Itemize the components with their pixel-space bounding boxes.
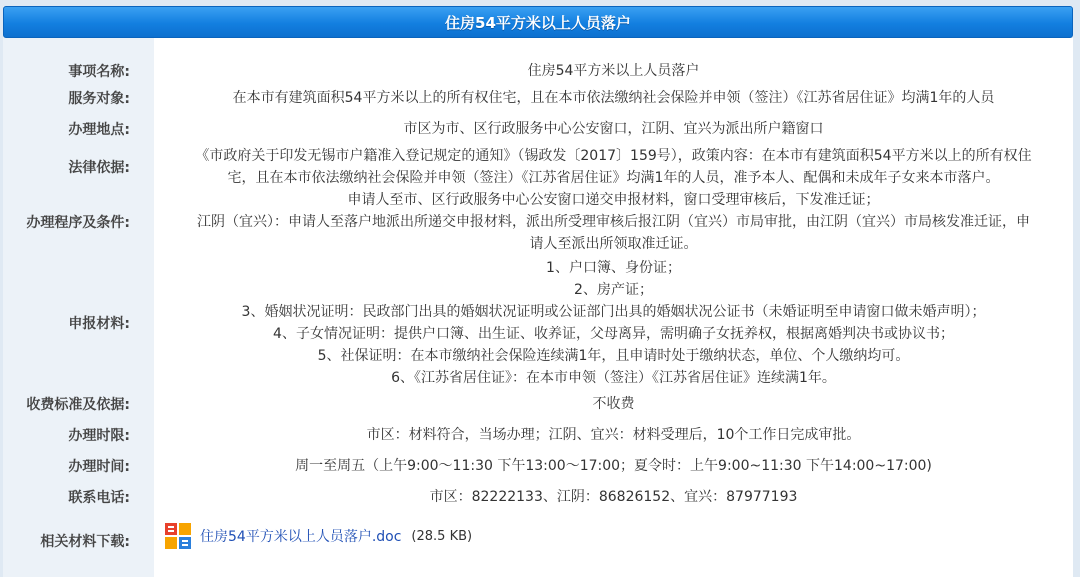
material-item: 3、婚姻状况证明：民政部门出具的婚姻状况证明或公证部门出具的婚姻状况公证书（未婚证明至申请窗口做未婚声明）； bbox=[241, 304, 986, 320]
procedure-line-1: 申请人至市、区行政服务中心公安窗口递交申报材料，窗口受理审核后，下发准迁证； bbox=[347, 192, 880, 208]
row-time-limit bbox=[0, 423, 1080, 447]
row-phone bbox=[0, 485, 1080, 509]
item-name-label: 事项名称: bbox=[68, 64, 130, 80]
time-limit-value: 市区：材料符合，当场办理；江阴、宜兴：材料受理后，10个工作日完成审批。 bbox=[366, 427, 861, 443]
hours-label: 办理时间: bbox=[68, 459, 130, 475]
material-item: 6、《江苏省居住证》：在本市申领（签注）《江苏省居住证》连续满1年。 bbox=[391, 370, 836, 386]
hours-value: 周一至周五（上午9:00～11:30 下午13:00～17:00；夏令时：上午9:00~11:30 下午14:00~17:00) bbox=[295, 458, 932, 474]
legal-line-1: 《市政府关于印发无锡市户籍准入登记规定的通知》（锡政发〔2017〕159号），政策内容：在本市有建筑面积54平方米以上的所有权住 bbox=[195, 148, 1032, 164]
download-file-size: (28.5 KB) bbox=[411, 529, 473, 544]
materials-label: 申报材料: bbox=[68, 316, 130, 332]
row-location bbox=[0, 117, 1080, 141]
page-title-text: 住房54平方米以上人员落户 bbox=[445, 13, 631, 32]
row-materials bbox=[0, 256, 1080, 390]
target-label: 服务对象: bbox=[68, 91, 130, 107]
row-download bbox=[0, 518, 1080, 564]
time-limit-label: 办理时限: bbox=[68, 428, 130, 444]
material-item: 5、社保证明：在本市缴纳社会保险连续满1年，且申请时处于缴纳状态，单位、个人缴纳均可。 bbox=[317, 348, 910, 364]
row-hours bbox=[0, 454, 1080, 478]
download-entry bbox=[164, 522, 472, 552]
target-value: 在本市有建筑面积54平方米以上的所有权住宅，且在本市依法缴纳社会保险并申领（签注）《江苏省居住证》均满1年的人员 bbox=[232, 90, 995, 106]
row-target bbox=[0, 86, 1080, 110]
phone-value: 市区：82222133、江阴：86826152、宜兴：87977193 bbox=[429, 489, 798, 505]
download-file-link[interactable]: 住房54平方米以上人员落户.doc bbox=[200, 529, 402, 545]
office-document-icon[interactable] bbox=[164, 522, 194, 552]
procedure-line-3: 请人至派出所领取准迁证。 bbox=[529, 236, 698, 252]
material-item: 2、房产证； bbox=[574, 282, 653, 298]
row-fee bbox=[0, 392, 1080, 416]
fee-value: 不收费 bbox=[592, 396, 635, 412]
phone-label: 联系电话: bbox=[68, 490, 130, 506]
download-label: 相关材料下载: bbox=[40, 534, 130, 550]
legal-label: 法律依据: bbox=[68, 160, 130, 176]
procedure-line-2: 江阴（宜兴）：申请人至落户地派出所递交申报材料，派出所受理审核后报江阴（宜兴）市局审批，由江阴（宜兴）市局核发准迁证，申 bbox=[197, 214, 1030, 230]
procedure-label: 办理程序及条件: bbox=[26, 215, 130, 231]
legal-line-2: 宅，且在本市依法缴纳社会保险并申领（签注）《江苏省居住证》均满1年的人员，准予本人、配偶和未成年子女来本市落户。 bbox=[227, 170, 1000, 186]
location-label: 办理地点: bbox=[68, 122, 130, 138]
item-name-value: 住房54平方米以上人员落户 bbox=[527, 63, 700, 79]
fee-label: 收费标准及依据: bbox=[26, 397, 130, 413]
row-procedure bbox=[0, 189, 1080, 255]
row-legal bbox=[0, 145, 1080, 189]
page-title bbox=[3, 6, 1073, 38]
material-item: 4、子女情况证明：提供户口簿、出生证、收养证，父母离异，需明确子女抚养权，根据离婚判决书或协议书； bbox=[273, 326, 954, 342]
material-item: 1、户口簿、身份证； bbox=[546, 260, 681, 276]
row-item-name bbox=[0, 59, 1080, 83]
location-value: 市区为市、区行政服务中心公安窗口，江阴、宜兴为派出所户籍窗口 bbox=[403, 121, 824, 137]
